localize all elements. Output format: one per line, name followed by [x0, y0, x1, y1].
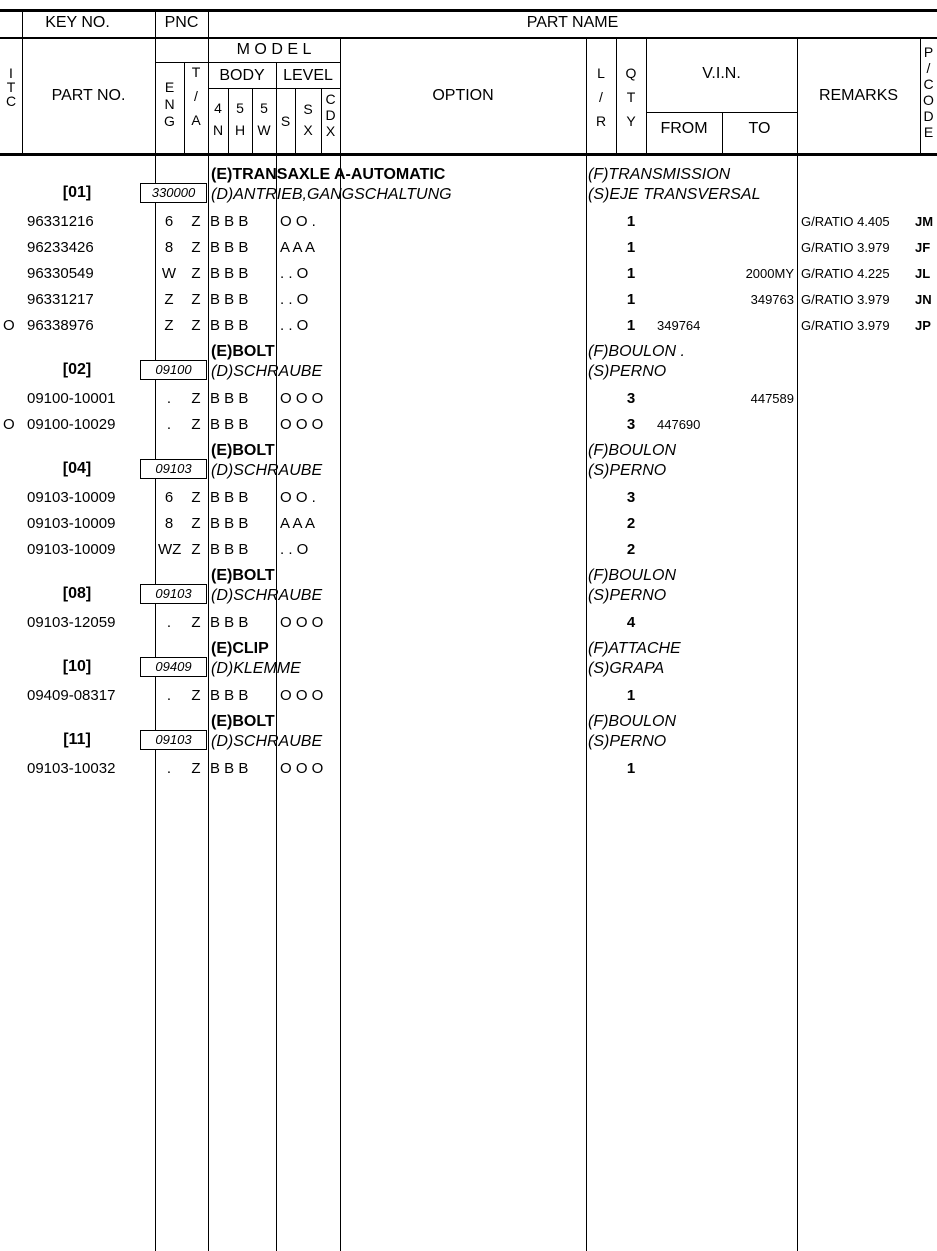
eng-code: Z [164, 291, 174, 308]
section-name-fr: (F)TRANSMISSION [588, 166, 731, 183]
part-number: 96330549 [27, 265, 94, 282]
body-codes: B B B [210, 614, 249, 631]
column-divider [208, 9, 209, 1251]
part-number: 96338976 [27, 317, 94, 334]
section-name-de: (D)SCHRAUBE [211, 733, 323, 750]
pnc-code-box: 09103 [140, 730, 207, 750]
header-body-col: H [234, 122, 246, 138]
header-body: BODY [219, 67, 265, 84]
header-ta: / [194, 88, 198, 104]
header-level-col: S [303, 101, 313, 117]
header-ta: T [191, 64, 201, 80]
section-name-es: (S)EJE TRANSVERSAL [588, 186, 761, 203]
section-name-es: (S)GRAPA [588, 660, 665, 677]
section-name-de: (D)SCHRAUBE [211, 587, 323, 604]
section-name-fr: (F)ATTACHE [588, 640, 681, 657]
vin-from: 447690 [657, 417, 701, 432]
header-body-col: N [212, 122, 224, 138]
ta-code: Z [191, 291, 201, 308]
eng-code: 6 [164, 489, 174, 506]
pcode-value: JL [915, 266, 931, 281]
header-pcode: D [923, 108, 934, 124]
header-from: FROM [660, 120, 708, 137]
eng-code: . [166, 416, 172, 433]
ta-code: Z [191, 515, 201, 532]
header-eng: E [164, 79, 175, 95]
header-eng: N [164, 96, 175, 112]
part-number: 09103-10009 [27, 515, 116, 532]
header-pcode: P [923, 44, 934, 60]
part-number: 09103-10032 [27, 760, 116, 777]
level-codes: O O . [280, 489, 316, 506]
section-name-de: (D)SCHRAUBE [211, 363, 323, 380]
header-part-no: PART NO. [51, 87, 126, 104]
body-codes: B B B [210, 390, 249, 407]
header-lr: R [595, 113, 607, 129]
header-pcode: C [923, 76, 934, 92]
ta-code: Z [191, 390, 201, 407]
header-itc: T [6, 79, 16, 95]
ta-code: Z [191, 489, 201, 506]
pcode-value: JF [915, 240, 931, 255]
pnc-code-box: 330000 [140, 183, 207, 203]
column-divider [276, 62, 277, 1251]
header-vin: V.I.N. [702, 65, 741, 82]
part-number: 09100-10029 [27, 416, 116, 433]
itc-mark: O [3, 317, 15, 334]
section-name-es: (S)PERNO [588, 462, 667, 479]
ta-code: Z [191, 541, 201, 558]
header-level: LEVEL [283, 67, 333, 84]
qty-value: 3 [626, 416, 636, 433]
rule-line [155, 62, 340, 63]
qty-value: 1 [626, 687, 636, 704]
pcode-value: JM [915, 214, 934, 229]
part-number: 09100-10001 [27, 390, 116, 407]
qty-value: 4 [626, 614, 636, 631]
level-codes: . . O [280, 291, 309, 308]
section-name-fr: (F)BOULON [588, 442, 676, 459]
header-qty: T [626, 89, 636, 105]
section-key: [08] [62, 585, 92, 602]
section-name-en: (E)BOLT [211, 567, 275, 584]
header-pcode: O [923, 92, 934, 108]
section-name-fr: (F)BOULON . [588, 343, 685, 360]
eng-code: . [166, 390, 172, 407]
level-codes: O O . [280, 213, 316, 230]
section-name-en: (E)CLIP [211, 640, 269, 657]
part-number: 96331217 [27, 291, 94, 308]
remarks-text: G/RATIO 4.225 [801, 266, 890, 281]
section-key: [02] [62, 361, 92, 378]
body-codes: B B B [210, 239, 249, 256]
header-itc: C [5, 93, 17, 109]
part-number: 09103-10009 [27, 489, 116, 506]
eng-code: Z [164, 317, 174, 334]
header-qty: Q [625, 65, 637, 81]
header-level-col: C [325, 91, 336, 107]
header-lr: L [597, 65, 605, 81]
ta-code: Z [191, 687, 201, 704]
vin-to: 2000MY [745, 266, 794, 281]
header-eng: G [164, 113, 175, 129]
pnc-code-box: 09103 [140, 584, 207, 604]
body-codes: B B B [210, 291, 249, 308]
body-codes: B B B [210, 213, 249, 230]
pcode-value: JN [915, 292, 932, 307]
ta-code: Z [191, 317, 201, 334]
ta-code: Z [191, 239, 201, 256]
section-name-de: (D)SCHRAUBE [211, 462, 323, 479]
section-name-de: (D)KLEMME [211, 660, 301, 677]
header-body-col: 5 [236, 100, 244, 116]
level-codes: A A A [280, 515, 316, 532]
level-codes: O O O [280, 416, 324, 433]
body-codes: B B B [210, 541, 249, 558]
level-codes: O O O [280, 614, 324, 631]
section-name-en: (E)BOLT [211, 713, 275, 730]
remarks-text: G/RATIO 4.405 [801, 214, 890, 229]
section-name-es: (S)PERNO [588, 363, 667, 380]
body-codes: B B B [210, 687, 249, 704]
rule-line [0, 9, 937, 12]
pnc-code-box: 09100 [140, 360, 207, 380]
eng-code: WZ [158, 541, 182, 558]
qty-value: 1 [626, 291, 636, 308]
section-name-fr: (F)BOULON [588, 713, 676, 730]
header-level-col: S [280, 113, 291, 129]
header-level-col: X [325, 123, 336, 139]
eng-code: 6 [164, 213, 174, 230]
column-divider [295, 88, 296, 153]
eng-code: . [166, 760, 172, 777]
qty-value: 2 [626, 541, 636, 558]
header-itc: I [9, 65, 13, 81]
section-name-en: (E)TRANSAXLE A-AUTOMATIC [211, 166, 446, 183]
header-remarks: REMARKS [818, 87, 899, 104]
header-qty: Y [626, 113, 636, 129]
part-number: 09103-12059 [27, 614, 116, 631]
header-body-col: 4 [214, 100, 222, 116]
eng-code: W [161, 265, 177, 282]
body-codes: B B B [210, 515, 249, 532]
vin-from: 349764 [657, 318, 701, 333]
eng-code: . [166, 687, 172, 704]
ta-code: Z [191, 416, 201, 433]
section-name-es: (S)PERNO [588, 733, 667, 750]
body-codes: B B B [210, 416, 249, 433]
eng-code: 8 [164, 239, 174, 256]
part-number: 09409-08317 [27, 687, 116, 704]
remarks-text: G/RATIO 3.979 [801, 240, 890, 255]
header-body-col: W [257, 122, 271, 138]
ta-code: Z [191, 265, 201, 282]
column-divider [797, 37, 798, 1251]
level-codes: . . O [280, 541, 309, 558]
header-to: TO [748, 120, 771, 137]
level-codes: . . O [280, 265, 309, 282]
part-number: 96233426 [27, 239, 94, 256]
section-name-en: (E)BOLT [211, 343, 275, 360]
column-divider [340, 37, 341, 1251]
header-key-no: KEY NO. [45, 14, 110, 31]
body-codes: B B B [210, 760, 249, 777]
part-number: 09103-10009 [27, 541, 116, 558]
header-option: OPTION [432, 87, 494, 104]
body-codes: B B B [210, 265, 249, 282]
qty-value: 1 [626, 760, 636, 777]
section-name-fr: (F)BOULON [588, 567, 676, 584]
section-key: [04] [62, 460, 92, 477]
body-codes: B B B [210, 317, 249, 334]
remarks-text: G/RATIO 3.979 [801, 318, 890, 333]
eng-code: 8 [164, 515, 174, 532]
header-level-col: D [325, 107, 336, 123]
header-ta: A [191, 112, 201, 128]
qty-value: 1 [626, 239, 636, 256]
ta-code: Z [191, 614, 201, 631]
header-pcode: E [923, 124, 934, 140]
qty-value: 1 [626, 213, 636, 230]
qty-value: 3 [626, 489, 636, 506]
pnc-code-box: 09103 [140, 459, 207, 479]
section-key: [10] [62, 658, 92, 675]
qty-value: 1 [626, 317, 636, 334]
section-name-es: (S)PERNO [588, 587, 667, 604]
header-pcode: / [926, 60, 931, 76]
ta-code: Z [191, 213, 201, 230]
section-name-de: (D)ANTRIEB,GANGSCHALTUNG [211, 186, 452, 203]
header-part-name: PART NAME [526, 14, 619, 31]
remarks-text: G/RATIO 3.979 [801, 292, 890, 307]
level-codes: . . O [280, 317, 309, 334]
header-pnc: PNC [164, 14, 199, 31]
header-model: M O D E L [236, 41, 312, 58]
qty-value: 3 [626, 390, 636, 407]
pcode-value: JP [915, 318, 931, 333]
pnc-code-box: 09409 [140, 657, 207, 677]
level-codes: O O O [280, 687, 324, 704]
section-name-en: (E)BOLT [211, 442, 275, 459]
column-divider [586, 37, 587, 1251]
part-number: 96331216 [27, 213, 94, 230]
vin-to: 349763 [750, 292, 794, 307]
section-key: [11] [63, 731, 91, 748]
itc-mark: O [3, 416, 15, 433]
level-codes: O O O [280, 390, 324, 407]
qty-value: 2 [626, 515, 636, 532]
level-codes: A A A [280, 239, 316, 256]
ta-code: Z [191, 760, 201, 777]
column-divider [228, 88, 229, 153]
header-level-col: X [303, 122, 313, 138]
section-key: [01] [62, 184, 92, 201]
header-lr: / [599, 89, 603, 105]
column-divider [252, 88, 253, 153]
qty-value: 1 [626, 265, 636, 282]
body-codes: B B B [210, 489, 249, 506]
header-body-col: 5 [260, 100, 268, 116]
vin-to: 447589 [750, 391, 794, 406]
level-codes: O O O [280, 760, 324, 777]
eng-code: . [166, 614, 172, 631]
